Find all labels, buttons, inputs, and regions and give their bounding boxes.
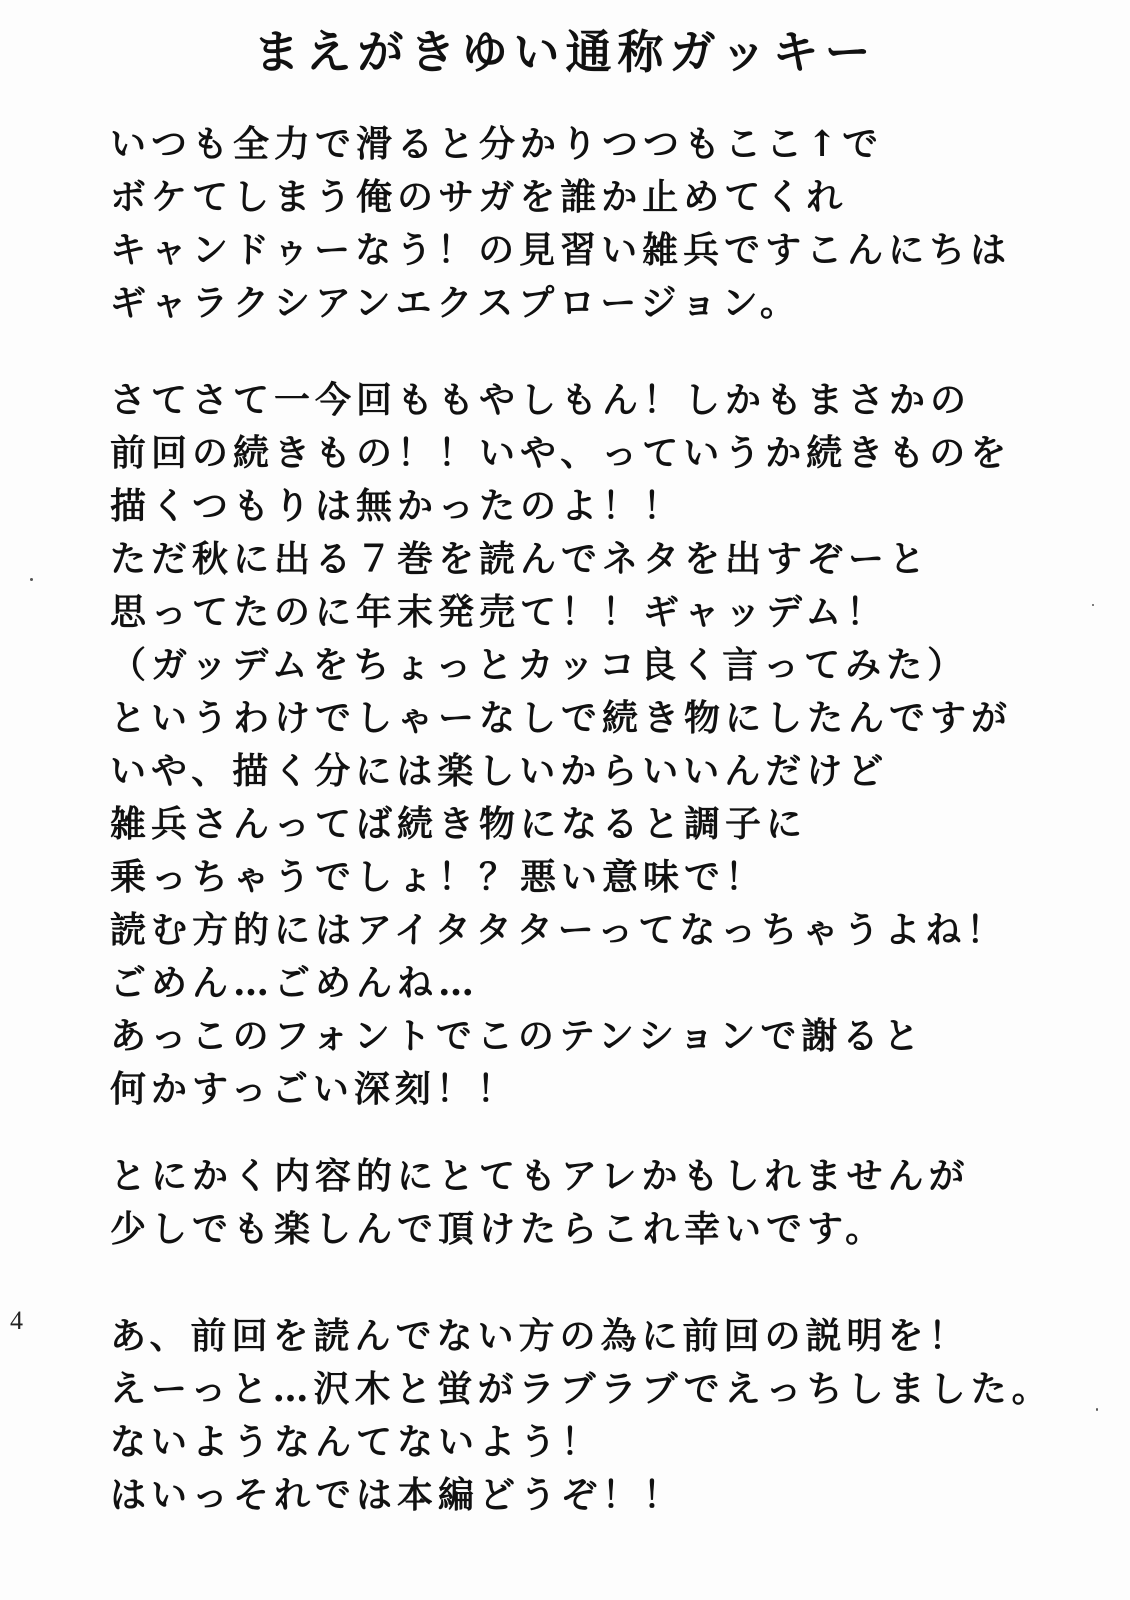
text-line: 前回の続きもの！！いや、っていうか続きものを (110, 432, 1012, 474)
text-line: 思ってたのに年末発売て！！ギャッデム！ (110, 591, 888, 633)
page-number: 4 (10, 1306, 23, 1335)
paragraph-2 (110, 374, 1070, 1116)
text-line: 何かすっごい深刻！！ (110, 1068, 518, 1110)
text-line: 少しでも楽しんで頂けたらこれ幸いです。 (110, 1208, 887, 1250)
page-title: まえがきゆい通称ガッキー (253, 25, 877, 79)
scan-speck (1096, 1408, 1098, 1411)
text-line: ごめん…ごめんね… (110, 962, 480, 1004)
text-line: キャンドゥーなう！の見習い雑兵ですこんにちは (110, 229, 1012, 271)
text-line: ないようなんてないよう！ (110, 1421, 603, 1463)
paragraph-3 (110, 1150, 1070, 1256)
text-line: あ、前回を読んでない方の為に前回の説明を！ (110, 1315, 970, 1357)
text-line: いや、描く分には楽しいからいいんだけど (110, 750, 889, 792)
scan-speck (30, 578, 33, 581)
text-line: というわけでしゃーなしで続き物にしたんですが (110, 697, 1013, 739)
text-line: はいっそれでは本編どうぞ！！ (110, 1474, 685, 1516)
text-line: えーっと…沢木と蛍がラブラブでえっちしました。 (110, 1368, 1053, 1410)
paragraph-4 (110, 1310, 1070, 1522)
text-line: さてさて一今回ももやしもん！しかもまさかの (110, 379, 972, 421)
text-line: あっこのフォントでこのテンションで謝ると (110, 1015, 925, 1057)
text-line: ギャラクシアンエクスプロージョン。 (110, 282, 801, 324)
text-line: とにかく内容的にとてもアレかもしれませんが (110, 1155, 970, 1197)
text-line: （ガッデムをちょっとカッコ良く言ってみた） (110, 644, 969, 686)
text-line: 乗っちゃうでしょ！？悪い意味で！ (110, 856, 767, 898)
text-line: 読む方的にはアイタタターってなっちゃうよね！ (110, 909, 1008, 951)
text-line: いつも全力で滑ると分かりつつもここ↑で (110, 123, 884, 165)
text-line: ボケてしまう俺のサガを誰か止めてくれ (110, 176, 848, 218)
text-line: 描くつもりは無かったのよ！！ (110, 485, 685, 527)
scan-speck (1092, 604, 1094, 606)
text-line: 雑兵さんってば続き物になると調子に (110, 803, 808, 845)
text-line: ただ秋に出る７巻を読んでネタを出すぞーと (110, 538, 931, 580)
paragraph-1 (110, 118, 1070, 330)
